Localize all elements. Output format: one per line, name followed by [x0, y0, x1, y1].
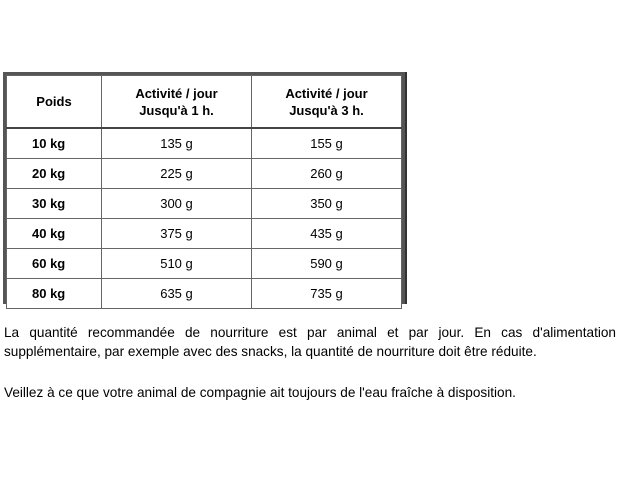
- header-activity-1h-line2: Jusqu'à 1 h.: [139, 102, 214, 118]
- cell-activity-1h: 225 g: [102, 159, 252, 189]
- cell-weight: 30 kg: [7, 189, 102, 219]
- header-activity-1h-line1: Activité / jour: [135, 85, 218, 101]
- cell-activity-1h: 635 g: [102, 279, 252, 309]
- table-row: [7, 249, 402, 279]
- table-header-row: [7, 76, 402, 129]
- cell-activity-3h: 735 g: [252, 279, 402, 309]
- feeding-table: [6, 75, 402, 309]
- table-row: [7, 279, 402, 309]
- table-row: [7, 159, 402, 189]
- feeding-note: La quantité recommandée de nourriture est par animal et par jour. En cas d'alimentation supplémentaire, par exemple avec des snacks, la quantité de nourriture doit être réduite.: [4, 325, 616, 359]
- cell-activity-1h: 375 g: [102, 219, 252, 249]
- header-activity-3h: [252, 76, 402, 129]
- header-activity-1h: [102, 76, 252, 129]
- header-activity-3h-line2: Jusqu'à 3 h.: [289, 102, 364, 118]
- cell-weight: 80 kg: [7, 279, 102, 309]
- cell-activity-3h: 260 g: [252, 159, 402, 189]
- cell-activity-1h: 300 g: [102, 189, 252, 219]
- table-row: [7, 189, 402, 219]
- header-weight: Poids: [7, 76, 102, 129]
- header-activity-3h-line1: Activité / jour: [285, 85, 368, 101]
- table-row: [7, 219, 402, 249]
- cell-activity-1h: 135 g: [102, 128, 252, 159]
- feeding-table-frame: [3, 72, 407, 304]
- cell-weight: 20 kg: [7, 159, 102, 189]
- cell-activity-3h: 350 g: [252, 189, 402, 219]
- water-note: Veillez à ce que votre animal de compagnie ait toujours de l'eau fraîche à disposition.: [4, 385, 516, 400]
- cell-weight: 60 kg: [7, 249, 102, 279]
- cell-weight: 40 kg: [7, 219, 102, 249]
- cell-activity-3h: 435 g: [252, 219, 402, 249]
- cell-activity-3h: 590 g: [252, 249, 402, 279]
- cell-weight: 10 kg: [7, 128, 102, 159]
- cell-activity-3h: 155 g: [252, 128, 402, 159]
- cell-activity-1h: 510 g: [102, 249, 252, 279]
- table-row: [7, 128, 402, 159]
